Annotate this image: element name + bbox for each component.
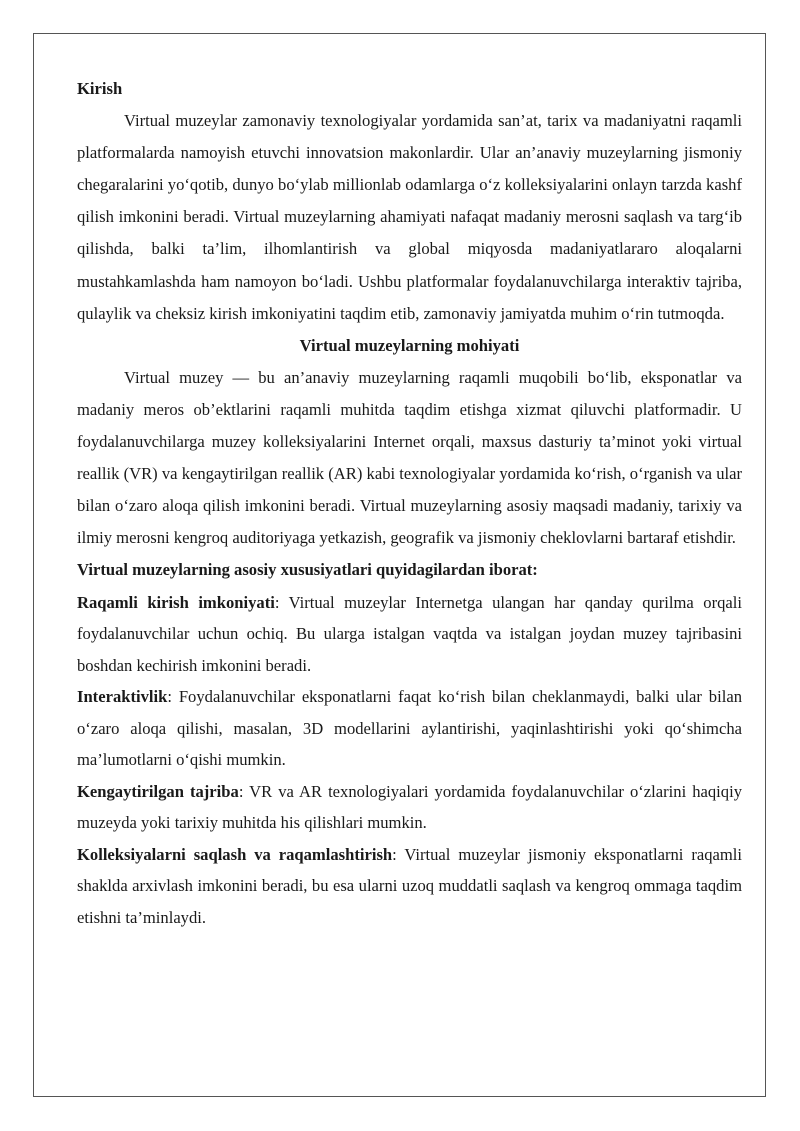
intro-heading: Kirish [77, 79, 123, 98]
feature-text: : VR va AR texnologiyalari yordamida foydalanuvchilar o‘zlarini haqiqiy muzeyda yoki tarixiy muhitda his qilishlari mumkin. [77, 781, 742, 832]
essence-paragraph: Virtual muzey — bu an’anaviy muzeylarning raqamli muqobili bo‘lib, eksponatlar va madaniy meros ob’ektlarini raqamli muhitda taqdim etishga xizmat qiluvchi platformadir. U foydalanuvchilarga muzey kolleksiyalarini Internet orqali, maxsus dasturiy ta’minot yoki virtual reallik (VR) va kengaytirilgan reallik (AR) kabi texnologiyalar yordamida ko‘rish, o‘rganish va ular bilan o‘zaro aloqa qilish imkonini beradi. Virtual muzeylarning asosiy maqsadi madaniy, tarixiy va ilmiy merosni kengroq auditoriyaga yetkazish, geografik va jismoniy cheklovlarni bartaraf etishdir. [77, 367, 742, 548]
feature-term: Raqamli kirish imkoniyati [77, 592, 275, 612]
feature-term: Interaktivlik [77, 687, 168, 706]
feature-item-extended-experience [77, 776, 742, 839]
feature-item-digital-access [77, 587, 742, 682]
feature-term: Kolleksiyalarni saqlash va raqamlashtirish [77, 844, 393, 864]
feature-item-preservation [77, 839, 742, 934]
features-heading: Virtual muzeylarning asosiy xususiyatlari quyidagilardan iborat: [77, 560, 538, 580]
feature-text: : Foydalanuvchilar eksponatlarni faqat ko‘rish bilan cheklanmaydi, balki ular bilan o‘zaro aloqa qilishi, masalan, 3D modellarini aylantirishi, yaqinlashtirishi yoki qo‘shimcha ma’lumotlarni o‘qishi mumkin. [77, 687, 742, 769]
feature-text: : Virtual muzeylar Internetga ulangan har qanday qurilma orqali foydalanuvchilar uchun ochiq. Bu ularga istalgan vaqtda va istalgan joydan muzey tajribasini boshdan kechirish imkonini beradi. [77, 592, 742, 675]
feature-item-interactivity [77, 681, 742, 776]
essence-heading: Virtual muzeylarning mohiyati [299, 335, 520, 355]
document-body [77, 73, 742, 933]
feature-text: : Virtual muzeylar jismoniy eksponatlarni raqamli shaklda arxivlash imkonini beradi, bu esa ularni uzoq muddatli saqlash va kengroq ommaga taqdim etishni ta’minlaydi. [77, 844, 743, 927]
feature-term: Kengaytirilgan tajriba [77, 781, 239, 801]
intro-paragraph: Virtual muzeylar zamonaviy texnologiyalar yordamida san’at, tarix va madaniyatni raqamli platformalarda namoyish etuvchi innovatsion makonlardir. Ular an’anaviy muzeylarning jismoniy chegaralarini yo‘qotib, dunyo bo‘ylab millionlab odamlarga o‘z kolleksiyalarini onlayn tarzda kashf qilish imkonini beradi. Virtual muzeylarning ahamiyati nafaqat madaniy merosni saqlash va targ‘ib qilishda, balki ta’lim, ilhomlantirish va global miqyosda madaniyatlararo aloqalarni mustahkamlashda ham namoyon bo‘ladi. Ushbu platformalar foydalanuvchilarga interaktiv tajriba, qulaylik va cheksiz kirish imkoniyatini taqdim etib, zamonaviy jamiyatda muhim o‘rin tutmoqda. [77, 111, 742, 323]
